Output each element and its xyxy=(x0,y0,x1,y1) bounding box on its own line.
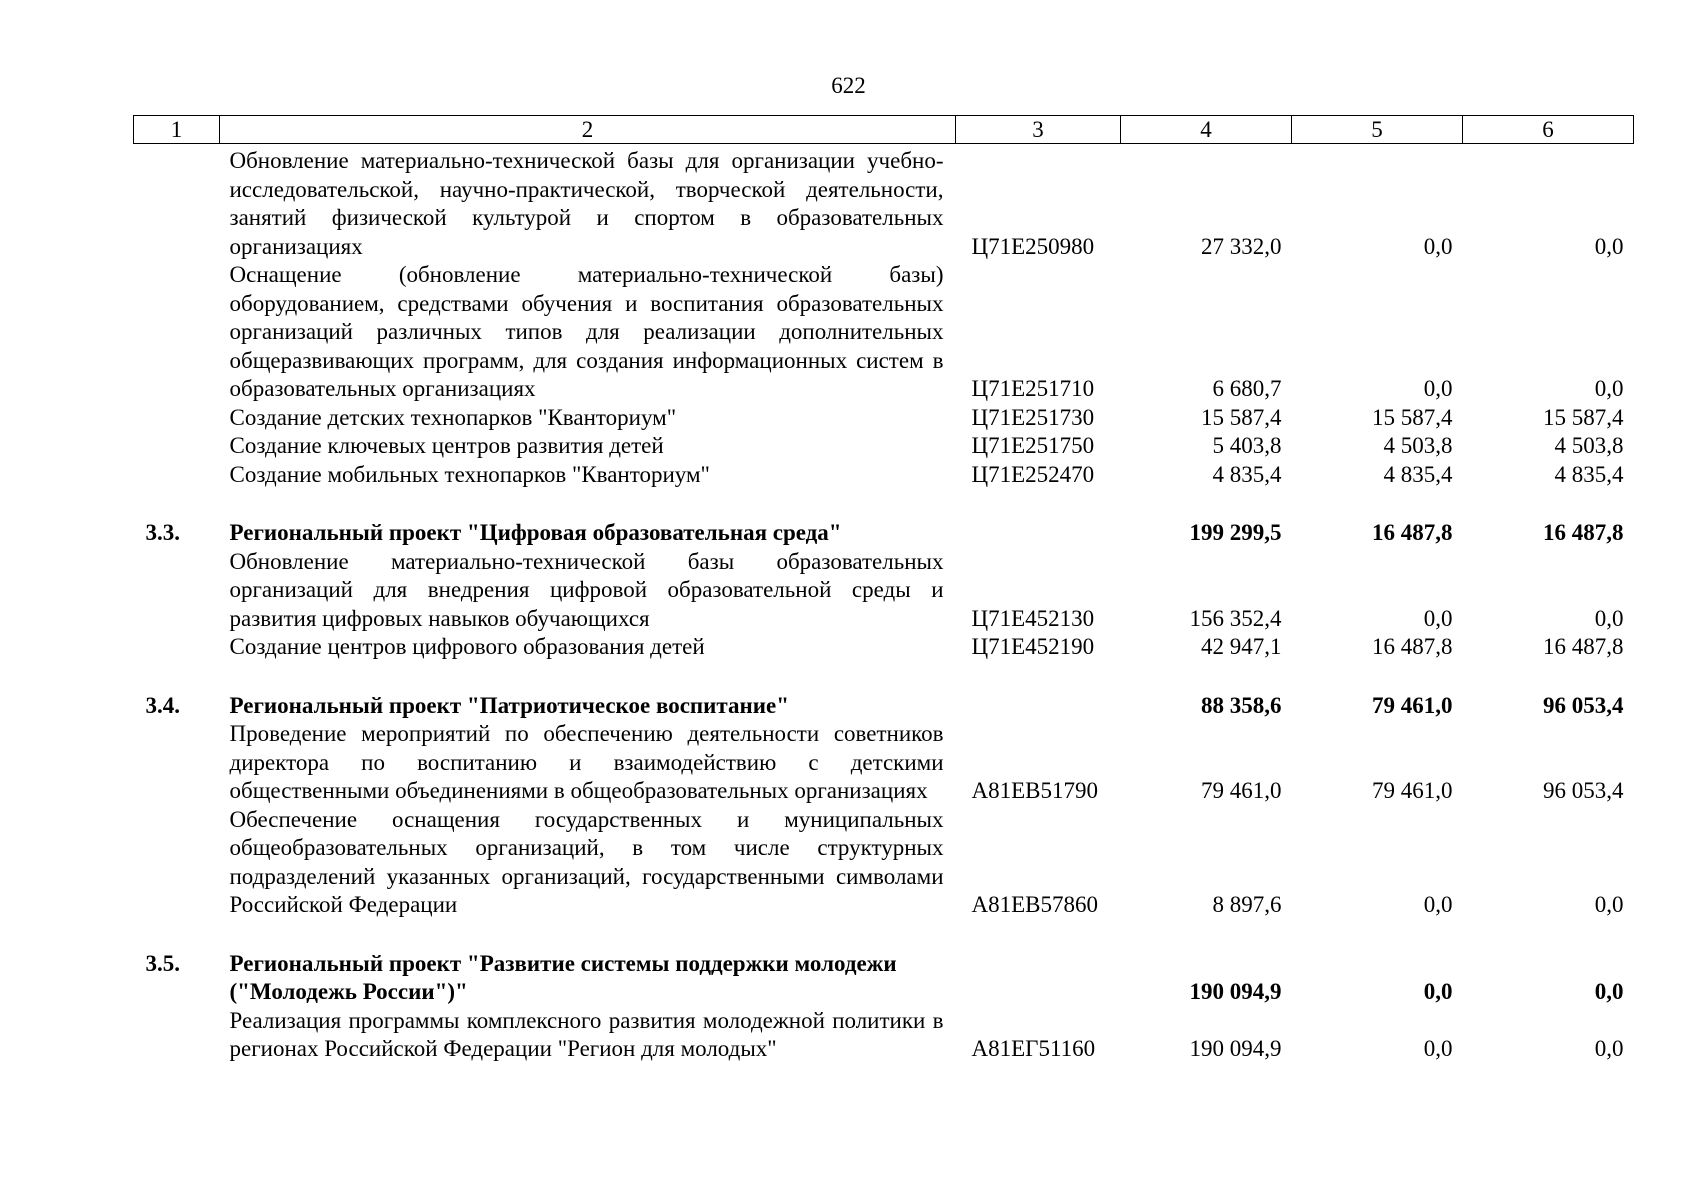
table-row xyxy=(134,548,1634,634)
amount-col4: 15 587,4 xyxy=(1201,404,1282,430)
table-row xyxy=(134,806,1634,920)
row-spacer xyxy=(134,920,1634,950)
amount-col6: 15 587,4 xyxy=(1543,404,1624,430)
item-name: Обновление материально-технической базы для организации учебно-исследовательской, научно-практической, творческой деятельности, занятий физической культурой и спортом в образовательных организациях xyxy=(229,148,944,259)
item-name: Создание ключевых центров развития детей xyxy=(229,433,664,458)
budget-code: Ц71Е251750 xyxy=(971,433,1095,458)
amount-col6: 0,0 xyxy=(1594,892,1624,917)
amount-col4: 8 897,6 xyxy=(1212,892,1282,917)
amount-col4: 199 299,5 xyxy=(1189,520,1282,545)
column-header: 4 xyxy=(1121,116,1292,144)
column-header: 5 xyxy=(1292,116,1463,144)
amount-col5: 79 461,0 xyxy=(1372,778,1453,803)
table-row xyxy=(134,1007,1634,1064)
amount-col4: 190 094,9 xyxy=(1189,1036,1282,1061)
section-number xyxy=(134,144,220,262)
budget-code xyxy=(956,519,1121,548)
amount-col6: 0,0 xyxy=(1594,233,1624,259)
amount-col6: 96 053,4 xyxy=(1543,778,1624,803)
section-row xyxy=(134,950,1634,1007)
page-number: 622 xyxy=(831,73,866,98)
budget-code: Ц71Е251730 xyxy=(971,404,1095,430)
table-row xyxy=(134,404,1634,433)
amount-col4: 79 461,0 xyxy=(1201,778,1282,803)
section-number xyxy=(134,806,220,920)
item-name: Проведение мероприятий по обеспечению деятельности советников директора по воспитанию и взаимодействию с детскими общественными объединениями в общеобразовательных организациях xyxy=(229,721,944,803)
item-name: Реализация программы комплексного развития молодежной политики в регионах Российской Федерации "Регион для молодых" xyxy=(229,1007,944,1061)
section-number: 3.4. xyxy=(145,692,180,718)
amount-col6: 4 503,8 xyxy=(1554,433,1624,458)
column-header: 6 xyxy=(1463,116,1634,144)
budget-code: А81ЕВ57860 xyxy=(971,892,1098,917)
amount-col4: 190 094,9 xyxy=(1189,979,1282,1004)
budget-code xyxy=(956,692,1121,721)
column-number-row xyxy=(134,116,1634,144)
section-number xyxy=(134,404,220,433)
budget-code: Ц71Е452130 xyxy=(971,605,1095,631)
row-spacer xyxy=(134,662,1634,692)
section-title: Региональный проект "Цифровая образовательная среда" xyxy=(229,520,842,545)
section-number xyxy=(134,720,220,806)
item-name: Создание центров цифрового образования детей xyxy=(229,634,705,659)
section-title: Региональный проект "Патриотическое воспитание" xyxy=(229,692,789,718)
section-title: Региональный проект "Развитие системы поддержки молодежи ("Молодежь России")" xyxy=(229,950,897,1004)
amount-col5: 0,0 xyxy=(1423,1036,1453,1061)
item-name: Обеспечение оснащения государственных и муниципальных общеобразовательных организаций, в том числе структурных подразделений указанных организаций, государственными символами Российской Федерации xyxy=(229,806,944,917)
row-spacer xyxy=(134,489,1634,519)
section-number: 3.3. xyxy=(145,520,180,545)
item-name: Обновление материально-технической базы образовательных организаций для внедрения цифровой образовательной среды и развития цифровых навыков обучающихся xyxy=(229,548,944,631)
amount-col6: 0,0 xyxy=(1594,979,1624,1004)
amount-col6: 0,0 xyxy=(1594,1036,1624,1061)
amount-col5: 15 587,4 xyxy=(1372,404,1453,430)
budget-code xyxy=(956,950,1121,1007)
amount-col5: 0,0 xyxy=(1423,979,1453,1004)
column-header: 2 xyxy=(220,116,956,144)
amount-col6: 16 487,8 xyxy=(1543,634,1624,659)
section-number xyxy=(134,1007,220,1064)
amount-col6: 0,0 xyxy=(1594,376,1624,401)
budget-table xyxy=(133,115,1634,1064)
amount-col4: 88 358,6 xyxy=(1201,692,1282,718)
table-row xyxy=(134,633,1634,662)
amount-col4: 5 403,8 xyxy=(1212,433,1282,458)
amount-col6: 96 053,4 xyxy=(1543,692,1624,718)
amount-col4: 42 947,1 xyxy=(1201,634,1282,659)
amount-col5: 16 487,8 xyxy=(1372,520,1453,545)
section-number xyxy=(134,432,220,461)
section-row xyxy=(134,692,1634,721)
amount-col5: 0,0 xyxy=(1423,892,1453,917)
section-number: 3.5. xyxy=(145,950,180,976)
budget-code: Ц71Е251710 xyxy=(971,376,1095,401)
budget-code: Ц71Е252470 xyxy=(971,461,1095,487)
amount-col4: 6 680,7 xyxy=(1212,376,1282,401)
item-name: Создание мобильных технопарков "Кванториум" xyxy=(229,461,710,487)
section-number xyxy=(134,461,220,490)
column-header: 3 xyxy=(956,116,1121,144)
section-number xyxy=(134,261,220,404)
amount-col5: 4 835,4 xyxy=(1383,461,1453,487)
amount-col5: 16 487,8 xyxy=(1372,634,1453,659)
amount-col5: 0,0 xyxy=(1423,376,1453,401)
column-header: 1 xyxy=(134,116,220,144)
amount-col5: 0,0 xyxy=(1423,605,1453,631)
amount-col6: 4 835,4 xyxy=(1554,461,1624,487)
item-name: Оснащение (обновление материально-технической базы) оборудованием, средствами обучения и воспитания образовательных организаций различных типов для реализации дополнительных общеразвивающих программ, для создания информационных систем в образовательных организациях xyxy=(229,262,944,401)
amount-col4: 27 332,0 xyxy=(1201,233,1282,259)
amount-col4: 156 352,4 xyxy=(1189,605,1282,631)
table-row xyxy=(134,720,1634,806)
budget-code: А81ЕГ51160 xyxy=(971,1036,1096,1061)
item-name: Создание детских технопарков "Кванториум" xyxy=(229,404,677,430)
amount-col5: 0,0 xyxy=(1423,233,1453,259)
section-number xyxy=(134,548,220,634)
budget-code: Ц71Е250980 xyxy=(971,233,1095,259)
table-row xyxy=(134,144,1634,262)
section-row xyxy=(134,519,1634,548)
table-row xyxy=(134,261,1634,404)
amount-col5: 79 461,0 xyxy=(1372,692,1453,718)
amount-col4: 4 835,4 xyxy=(1212,461,1282,487)
budget-code: Ц71Е452190 xyxy=(971,634,1095,659)
section-number xyxy=(134,633,220,662)
table-row xyxy=(134,461,1634,490)
amount-col5: 4 503,8 xyxy=(1383,433,1453,458)
amount-col6: 0,0 xyxy=(1594,605,1624,631)
budget-code: А81ЕВ51790 xyxy=(971,778,1098,803)
table-row xyxy=(134,432,1634,461)
amount-col6: 16 487,8 xyxy=(1543,520,1624,545)
